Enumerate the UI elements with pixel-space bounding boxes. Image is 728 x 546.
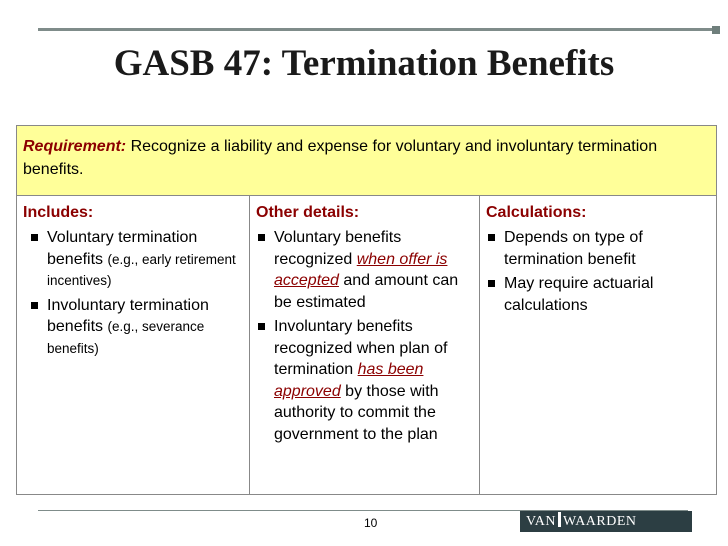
item-text: by those with authority to commit the government to the plan (274, 382, 439, 443)
square-bullet-icon (258, 234, 265, 241)
list-item (256, 316, 473, 445)
item-text: May require actuarial calculations (504, 275, 654, 314)
logo-text-right: WAARDEN (563, 514, 637, 529)
item-text: and amount can be estimated (274, 272, 459, 311)
content-table (16, 125, 717, 495)
calculations-list (486, 227, 710, 316)
other-details-header: Other details: (256, 204, 360, 221)
square-bullet-icon (488, 234, 495, 241)
item-text: Voluntary benefits recognized (274, 229, 402, 268)
includes-list (23, 227, 243, 359)
square-bullet-icon (258, 323, 265, 330)
square-bullet-icon (31, 302, 38, 309)
includes-header: Includes: (23, 204, 94, 221)
requirement-label: Requirement: (23, 138, 127, 155)
item-text: Involuntary benefits recognized when plan of termination (274, 318, 448, 378)
top-rule (38, 28, 718, 31)
list-item (486, 227, 710, 270)
item-note: (e.g., early retirement incentives) (47, 251, 236, 288)
top-rule-square (712, 26, 720, 34)
logo-bar-icon (558, 512, 561, 527)
emphasized-text: has been approved (274, 361, 424, 400)
item-text: Voluntary termination benefits (47, 229, 198, 268)
slide-title: GASB 47: Termination Benefits (113, 43, 615, 84)
page-number: 10 (364, 516, 378, 530)
other-details-column (250, 196, 480, 494)
list-item (256, 227, 473, 313)
square-bullet-icon (31, 234, 38, 241)
emphasized-text: when offer is accepted (274, 250, 448, 289)
item-text: Depends on type of termination benefit (504, 229, 643, 268)
calculations-column (480, 196, 716, 494)
calculations-header: Calculations: (486, 204, 587, 221)
requirement-text: Recognize a liability and expense for voluntary and involuntary termination benefits. (23, 138, 658, 178)
list-item (23, 227, 243, 292)
item-note: (e.g., severance benefits) (47, 319, 205, 356)
item-text: Involuntary termination benefits (47, 296, 209, 335)
list-item (486, 273, 710, 316)
includes-column (17, 196, 250, 494)
other-details-list (256, 227, 473, 445)
company-logo (520, 511, 692, 532)
square-bullet-icon (488, 280, 495, 287)
logo-text-left: VAN (526, 514, 557, 529)
requirement-row (17, 126, 716, 196)
list-item (23, 295, 243, 360)
